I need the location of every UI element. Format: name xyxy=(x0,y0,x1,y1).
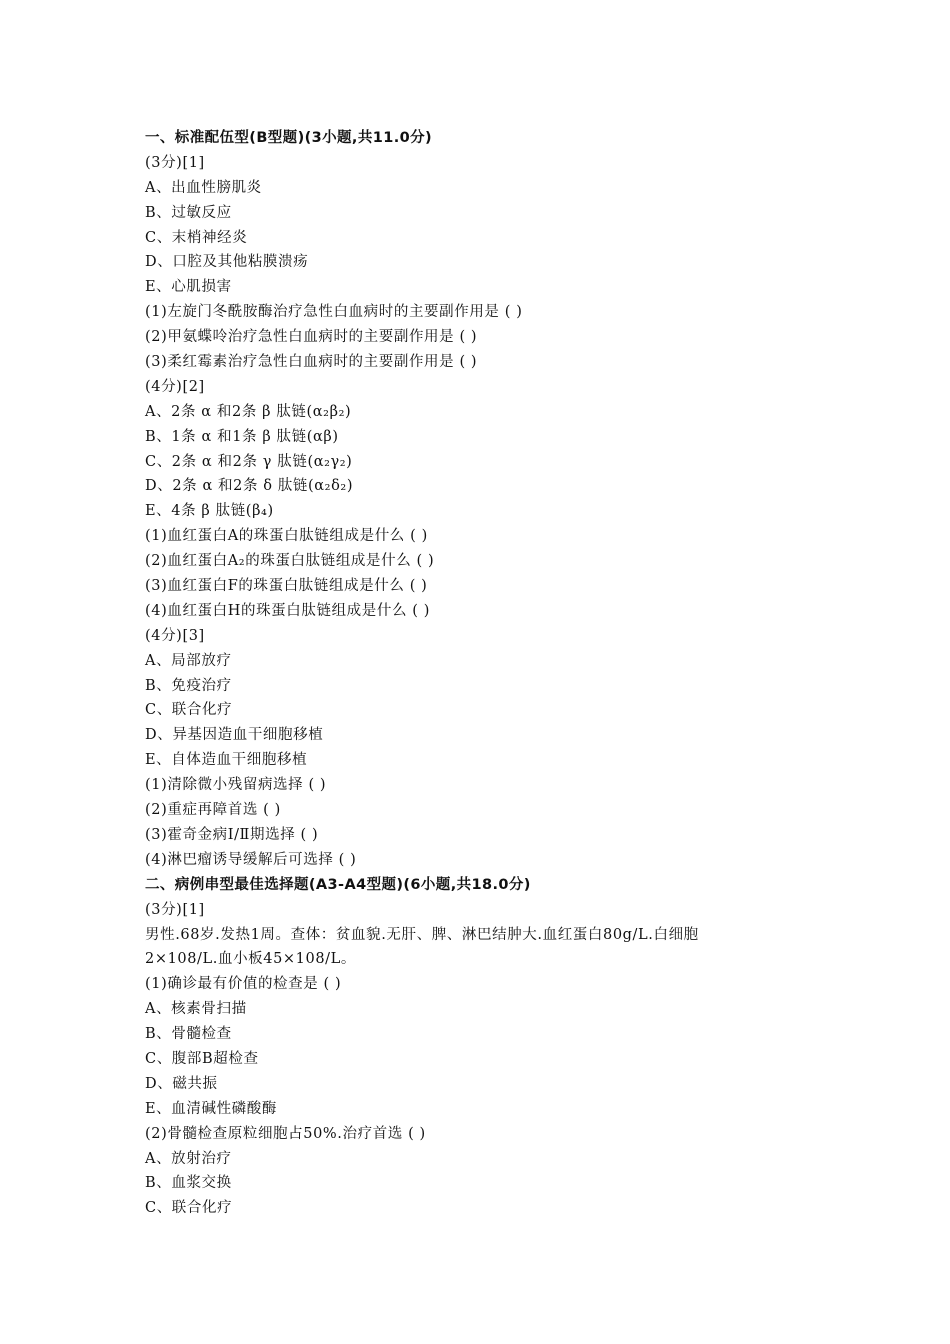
text-line: B、1条 α 和1条 β 肽链(αβ) xyxy=(145,428,339,445)
text-line: (3分)[1] xyxy=(145,154,205,171)
text-line: (2)甲氨蝶呤治疗急性白血病时的主要副作用是 ( ) xyxy=(145,329,478,346)
text-line: A、局部放疗 xyxy=(145,652,232,669)
text-line: (3分)[1] xyxy=(145,901,205,918)
text-line: A、核素骨扫描 xyxy=(145,1001,247,1018)
text-line: C、腹部B超检查 xyxy=(145,1050,259,1067)
text-line: (4)淋巴瘤诱导缓解后可选择 ( ) xyxy=(145,851,357,868)
text-line: 2×108/L.血小板45×108/L。 xyxy=(145,951,356,968)
text-line: (3)霍奇金病Ⅰ/Ⅱ期选择 ( ) xyxy=(145,826,319,843)
text-line: D、口腔及其他粘膜溃疡 xyxy=(145,254,309,271)
text-line: B、血浆交换 xyxy=(145,1175,232,1192)
text-line: E、血清碱性磷酸酶 xyxy=(145,1100,277,1117)
text-line: A、2条 α 和2条 β 肽链(α₂β₂) xyxy=(145,403,352,420)
text-line: B、过敏反应 xyxy=(145,204,232,221)
text-line: B、免疫治疗 xyxy=(145,677,232,694)
text-line: C、2条 α 和2条 γ 肽链(α₂γ₂) xyxy=(145,453,353,470)
text-line: (2)血红蛋白A₂的珠蛋白肽链组成是什么 ( ) xyxy=(145,553,435,570)
text-line: C、联合化疗 xyxy=(145,702,233,719)
text-line: (4)血红蛋白H的珠蛋白肽链组成是什么 ( ) xyxy=(145,602,431,619)
text-line: (4分)[2] xyxy=(145,378,205,395)
text-line: C、末梢神经炎 xyxy=(145,229,248,246)
text-line: (1)血红蛋白A的珠蛋白肽链组成是什么 ( ) xyxy=(145,528,428,545)
text-line: (1)左旋门冬酰胺酶治疗急性白血病时的主要副作用是 ( ) xyxy=(145,304,523,321)
text-line: (2)重症再障首选 ( ) xyxy=(145,802,281,819)
text-line: E、自体造血干细胞移植 xyxy=(145,752,308,769)
text-line: (3)柔红霉素治疗急性白血病时的主要副作用是 ( ) xyxy=(145,354,478,371)
text-line: (3)血红蛋白F的珠蛋白肽链组成是什么 ( ) xyxy=(145,578,428,595)
section-heading: 二、病例串型最佳选择题(A3-A4型题)(6小题,共18.0分) xyxy=(145,876,531,893)
text-line: D、异基因造血干细胞移植 xyxy=(145,727,324,744)
text-line: 男性.68岁.发热1周。查体：贫血貌.无肝、脾、淋巴结肿大.血红蛋白80g/L.白细胞 xyxy=(145,926,699,943)
text-line: (2)骨髓检查原粒细胞占50%.治疗首选 ( ) xyxy=(145,1125,426,1142)
text-line: D、磁共振 xyxy=(145,1075,218,1092)
text-line: (4分)[3] xyxy=(145,627,205,644)
text-line: E、心肌损害 xyxy=(145,279,232,296)
text-line: (1)确诊最有价值的检查是 ( ) xyxy=(145,976,342,993)
section-heading: 一、标准配伍型(B型题)(3小题,共11.0分) xyxy=(145,130,433,146)
document-page xyxy=(145,126,845,1221)
text-line: A、放射治疗 xyxy=(145,1150,232,1167)
text-line: E、4条 β 肽链(β₄) xyxy=(145,503,274,520)
text-line: D、2条 α 和2条 δ 肽链(α₂δ₂) xyxy=(145,478,354,495)
text-line: B、骨髓检查 xyxy=(145,1026,232,1043)
text-line: C、联合化疗 xyxy=(145,1200,233,1217)
text-line: A、出血性膀肌炎 xyxy=(145,179,262,196)
text-line: (1)清除微小残留病选择 ( ) xyxy=(145,777,327,794)
